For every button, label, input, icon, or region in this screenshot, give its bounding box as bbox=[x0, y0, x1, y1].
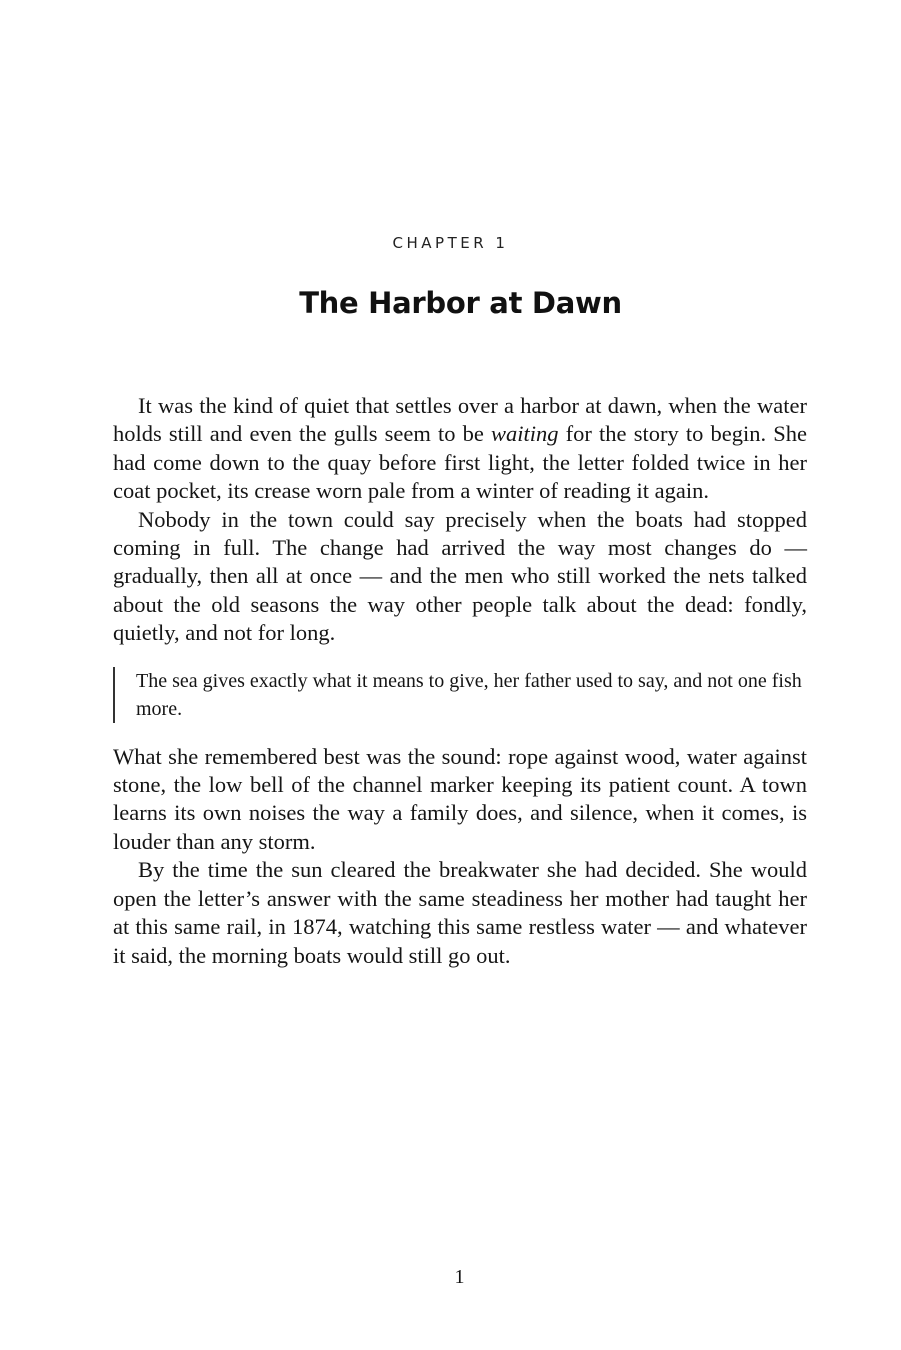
paragraph-1 bbox=[113, 392, 807, 506]
paragraph-3: What she remembered best was the sound: rope against wood, water against stone, the low bell of the channel marker keeping its patient count. A town learns its own noises the way a family does, and silence, when it comes, is louder than any storm. bbox=[113, 743, 807, 854]
paragraph-4: By the time the sun cleared the breakwater she had decided. She would open the letter’s answer with the same steadiness her mother had taught her at this same rail, in 1874, watching this same restless water — and whatever it said, the morning boats would still go out. bbox=[113, 857, 807, 968]
chapter-label: CHAPTER 1 bbox=[392, 234, 509, 252]
paragraph-2: Nobody in the town could say precisely when the boats had stopped coming in full. The change had arrived the way most changes do — gradually, then all at once — and the men who still worked the nets talked about the old seasons the way other people talk about the dead: fondly, quietly, and not for long. bbox=[113, 506, 807, 646]
pull-quote: The sea gives exactly what it means to give, her father used to say, and not one fish more. bbox=[113, 667, 807, 723]
emphasis-waiting: waiting bbox=[491, 421, 559, 447]
chapter-title: The Harbor at Dawn bbox=[299, 286, 622, 320]
paragraph-1-text-a: It was the kind of quiet that settles over a harbor at dawn, when the water holds still and even the gulls seem to be bbox=[113, 393, 807, 447]
chapter-body bbox=[113, 392, 807, 970]
page-number: 1 bbox=[454, 1266, 465, 1288]
paragraph-1-text-b: for the story to begin. She had come down to the quay before first light, the letter folded twice in her coat pocket, its crease worn pale from a winter of reading it again. bbox=[113, 421, 807, 504]
